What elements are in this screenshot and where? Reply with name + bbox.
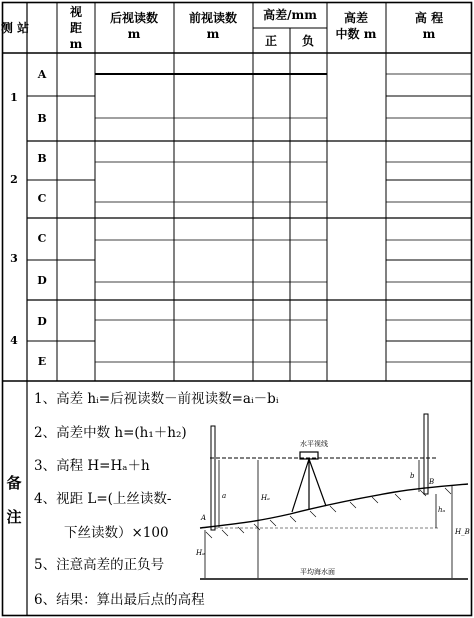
remark-note: 1、高差 hᵢ=后视读数－前视读数=aᵢ－bᵢ (34, 391, 279, 407)
point-b-label: B (429, 478, 435, 486)
header-height-diff: 高差/mm (263, 8, 317, 22)
leveling-diagram (200, 414, 468, 579)
diagram-labels (195, 439, 470, 576)
header-diff-negative: 负 (301, 34, 315, 48)
remarks-label: 注 (6, 508, 22, 526)
reading-b-label: b (410, 472, 415, 480)
remark-note: 下丝读数）×100 (64, 525, 169, 541)
header-elevation: 高 程 (414, 11, 444, 25)
header-mean-diff: 高差 (343, 11, 369, 25)
point-name: D (37, 274, 47, 287)
station-number: 3 (10, 252, 18, 265)
remark-note: 5、注意高差的正负号 (34, 557, 165, 573)
header-distance-line1: 视 (69, 5, 83, 19)
header-elevation-unit: m (422, 27, 436, 41)
point-name: B (37, 112, 47, 125)
header-mean-diff-unit: 中数 m (335, 27, 377, 41)
station-number: 2 (10, 173, 18, 186)
sight-line-label: 水平视线 (300, 440, 328, 448)
remark-note: 3、高程 H=Hₐ＋h (34, 458, 150, 474)
ground-hatching (206, 488, 451, 538)
hab-label: hₐ (438, 506, 446, 514)
header-distance-unit: m (69, 37, 83, 51)
point-a-label: A (201, 514, 207, 522)
hb-label: H_B (455, 528, 470, 536)
point-name: A (37, 68, 47, 81)
point-name: C (37, 192, 47, 205)
header-foresight: 前视读数 (188, 11, 238, 25)
point-name: C (37, 232, 47, 245)
header-backsight-unit: m (127, 27, 141, 41)
point-name: B (37, 152, 47, 165)
remark-note: 6、结果：算出最后点的高程 (34, 592, 205, 608)
station-number: 1 (10, 91, 18, 104)
station-number: 4 (10, 334, 18, 347)
header-station: 测 站 (0, 21, 30, 35)
header-distance-line2: 距 (69, 21, 83, 35)
staff-b (424, 414, 428, 494)
ha-label: Hₐ (261, 494, 270, 502)
tripod (292, 459, 326, 512)
reading-a-label: a (222, 492, 227, 500)
ha-label-left: Hₐ (196, 549, 205, 557)
point-name: D (37, 315, 47, 328)
remark-note: 4、视距 L=(上丝读数- (34, 491, 172, 507)
header-backsight: 后视读数 (109, 11, 159, 25)
remarks-label: 备 (6, 474, 22, 492)
remark-note: 2、高差中数 h=(h₁＋h₂) (34, 425, 187, 441)
header-foresight-unit: m (206, 27, 220, 41)
datum-label: 平均海水面 (300, 568, 335, 576)
header-diff-positive: 正 (264, 34, 278, 48)
staff-a (211, 426, 215, 530)
point-name: E (37, 355, 47, 368)
